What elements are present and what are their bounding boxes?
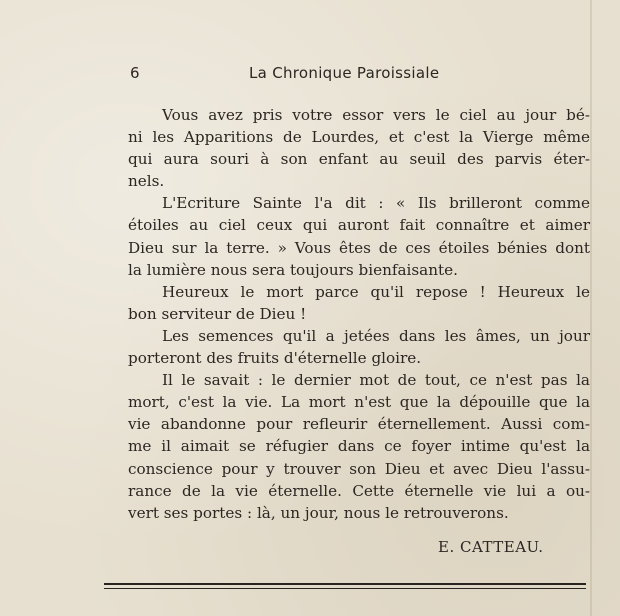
page-header xyxy=(0,64,620,86)
author-signature: E. CATTEAU. xyxy=(438,538,544,556)
text-line: Heureux le mort parce qu'il repose ! Heureux le xyxy=(162,282,590,301)
page-fold-crease xyxy=(590,0,592,616)
text-line: conscience pour y trouver son Dieu et avec Dieu l'assu- xyxy=(128,459,590,478)
text-line: porteront des fruits d'éternelle gloire. xyxy=(128,349,422,368)
text-line: L'Ecriture Sainte l'a dit : « Ils brilleront comme xyxy=(162,194,590,213)
text-line: Dieu sur la terre. » Vous êtes de ces étoiles bénies dont xyxy=(128,238,590,257)
text-line: bon serviteur de Dieu ! xyxy=(128,304,307,323)
text-line: Vous avez pris votre essor vers le ciel au jour bé- xyxy=(162,106,590,124)
text-line: qui aura souri à son enfant au seuil des parvis éter- xyxy=(128,150,590,169)
text-line: la lumière nous sera toujours bienfaisante. xyxy=(128,260,458,279)
text-line: ni les Apparitions de Lourdes, et c'est la Vierge même xyxy=(128,128,590,147)
text-line: nels. xyxy=(128,172,165,191)
text-line: Les semences qu'il a jetées dans les âmes, un jour xyxy=(162,326,590,345)
text-line: mort, c'est la vie. La mort n'est que la dépouille que la xyxy=(128,393,590,412)
running-title: La Chronique Paroissiale xyxy=(249,64,440,82)
text-line: me il aimait se réfugier dans ce foyer intime qu'est la xyxy=(128,437,590,456)
text-line: vie abandonne pour refleurir éternellement. Aussi com- xyxy=(128,415,590,434)
text-line: rance de la vie éternelle. Cette éternelle vie lui a ou- xyxy=(128,481,590,500)
page-number: 6 xyxy=(130,64,140,82)
text-line: Il le savait : le dernier mot de tout, ce n'est pas la xyxy=(162,371,590,390)
text-line: vert ses portes : là, un jour, nous le retrouverons. xyxy=(128,503,509,522)
text-line: étoiles au ciel ceux qui auront fait connaître et aimer xyxy=(128,216,590,235)
divider-rule xyxy=(104,583,586,585)
obituary-text xyxy=(128,104,590,524)
divider-rule xyxy=(104,588,586,589)
